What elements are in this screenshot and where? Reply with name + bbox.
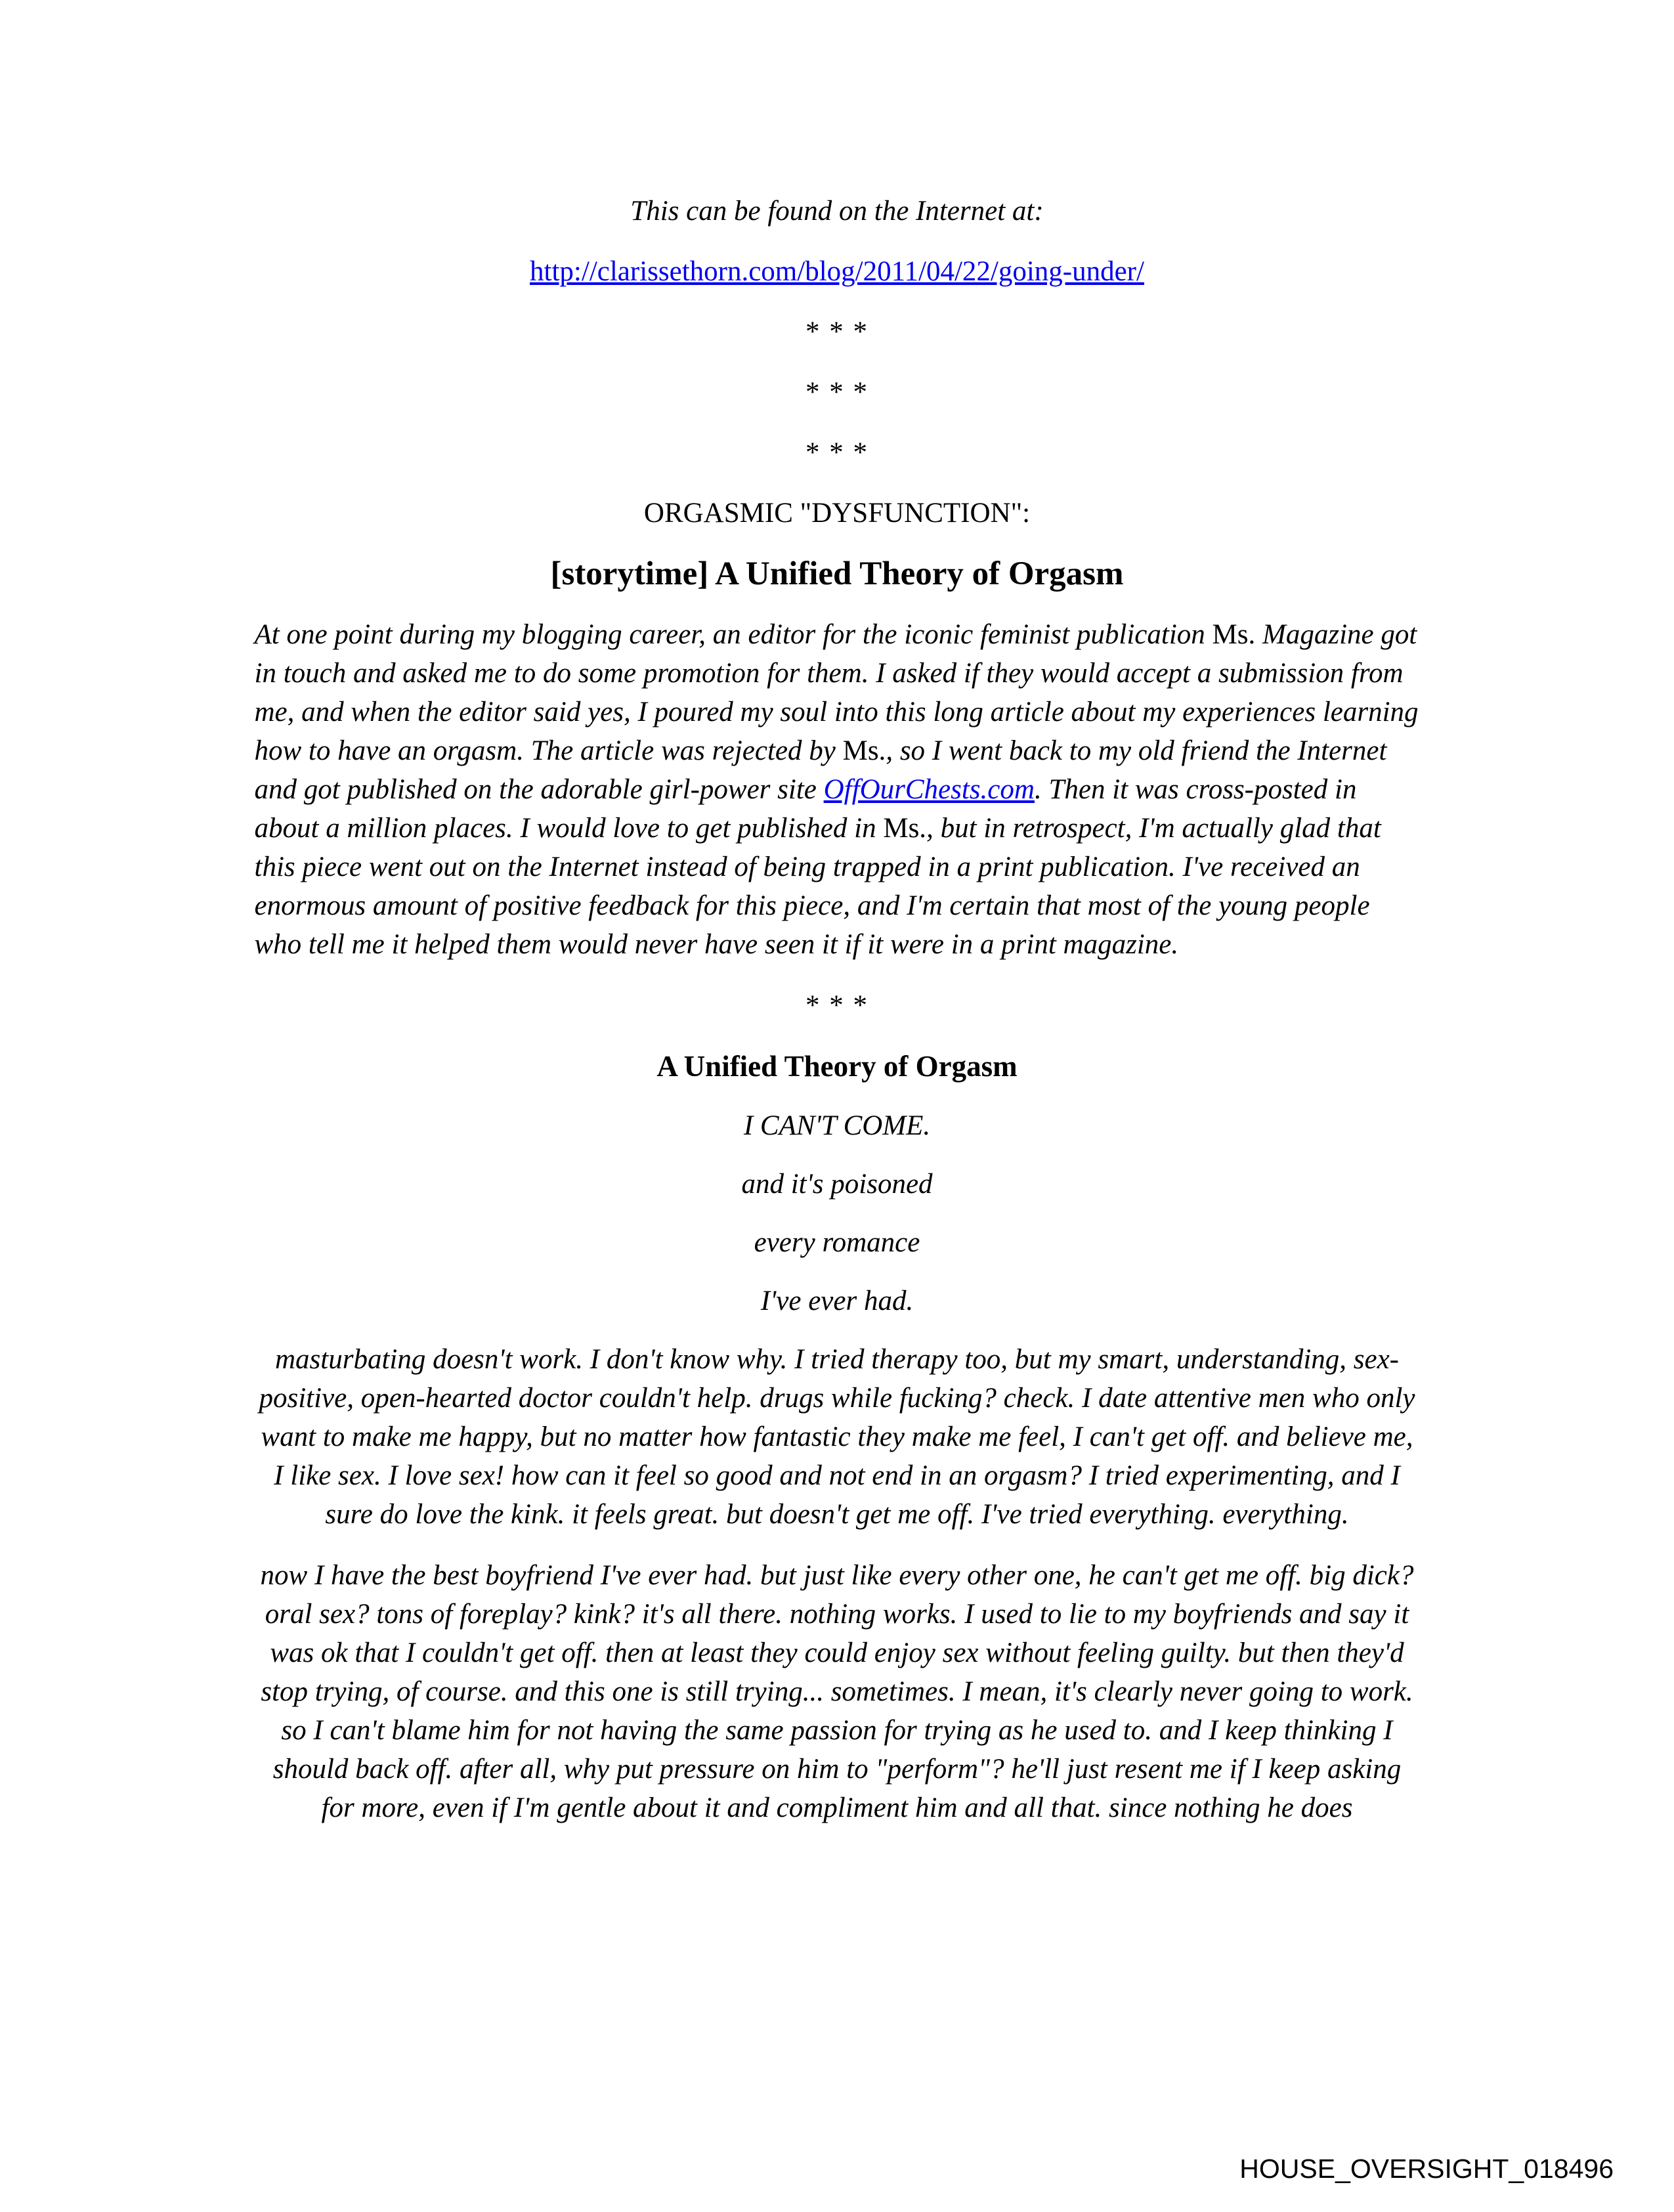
section-separator: * * * — [805, 316, 869, 347]
section-separator: * * * — [805, 437, 869, 468]
source-url-link[interactable]: http://clarissethorn.com/blog/2011/04/22/going-under/ — [530, 256, 1144, 287]
text-segment: , so I went back to my old friend the Internet and got published on the adorable girl-power site — [254, 735, 1387, 805]
section-title: A Unified Theory of Orgasm — [656, 1050, 1018, 1083]
intro-paragraph — [255, 615, 1420, 964]
poem-line: every romance — [754, 1227, 920, 1258]
text-segment: . Then it was cross-posted in about a million places. I would love to get published in — [254, 774, 1357, 844]
text-segment: Ms. — [842, 735, 886, 766]
poem-line: I CAN'T COME. — [743, 1110, 931, 1141]
poem-line: I've ever had. — [760, 1286, 914, 1316]
poem-line: and it's poisoned — [741, 1169, 933, 1200]
text-segment: Ms. — [883, 813, 927, 844]
text-segment: , but in retrospect, I'm actually glad that this piece went out on the Internet instead of being trapped in a print publication. I've received an enormous amount of positive feedback for this piece, and I'm certain that most of the young people who tell me it helped them would never have seen it if it were in a print magazine. — [254, 813, 1381, 960]
article-title: [storytime] A Unified Theory of Orgasm — [550, 555, 1124, 592]
bates-stamp: HOUSE_OVERSIGHT_018496 — [1239, 2154, 1614, 2184]
section-separator: * * * — [805, 990, 869, 1021]
offourchests-link[interactable]: OffOurChests.com — [823, 774, 1035, 805]
document-content — [255, 192, 1420, 1827]
source-url-line — [255, 252, 1420, 291]
body-paragraph-2: now I have the best boyfriend I've ever had. but just like every other one, he can't get me off. big dick? oral sex? tons of foreplay? kink? it's all there. nothing works. I used to lie to my boyfriends and say it was ok that I couldn't get off. then at least they could enjoy sex without feeling guilty. but then they'd stop trying, of course. and this one is still trying... sometimes. I mean, it's clearly never going to work. so I can't blame him for not having the same passion for trying as he used to. and I keep thinking I should back off. after all, why put pressure on him to "perform"? he'll just resent me if I keep asking for more, even if I'm gentle about it and compliment him and all that. since nothing he does — [260, 1560, 1414, 1823]
text-segment: Ms. — [1212, 619, 1256, 650]
section-separator: * * * — [805, 377, 869, 408]
article-kicker: ORGASMIC "DYSFUNCTION": — [643, 498, 1031, 529]
text-segment: At one point during my blogging career, an editor for the iconic feminist publication — [254, 619, 1213, 650]
body-paragraph-1: masturbating doesn't work. I don't know why. I tried therapy too, but my smart, understanding, sex-positive, open-hearted doctor couldn't help. drugs while fucking? check. I date attentive men who only want to make me happy, but no matter how fantastic they make me feel, I can't get off. and believe me, I like sex. I love sex! how can it feel so good and not end in an orgasm? I tried experimenting, and I sure do love the kink. it feels great. but doesn't get me off. I've tried everything. everything. — [259, 1344, 1415, 1530]
provenance-intro-line: This can be found on the Internet at: — [630, 196, 1044, 227]
text-segment: Magazine got in touch and asked me to do some promotion for them. I asked if they would accept a submission from me, and when the editor said yes, I poured my soul into this long article about my experiences learning how to have an orgasm. The article was rejected by — [254, 619, 1419, 766]
